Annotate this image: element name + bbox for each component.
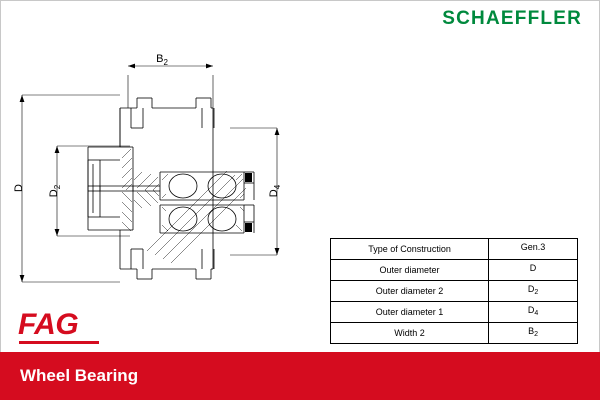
dimension-label-d4: $D_4$ [268,184,282,198]
spec-value: $D_2$ [489,281,578,302]
table-row [331,302,578,323]
bearing-technical-drawing [0,40,330,330]
table-row [331,260,578,281]
dimension-label-d2: $D_2$ [48,184,62,198]
schaeffler-logo: SCHAEFFLER [442,8,582,29]
dimension-label-b2: $B_2$ [156,53,168,67]
spec-label: Type of Construction [331,239,489,260]
spec-value: $B_2$ [489,323,578,344]
spec-value: Gen.3 [489,239,578,260]
spec-label: Outer diameter [331,260,489,281]
spec-label: Outer diameter 2 [331,281,489,302]
spec-value: $D_4$ [489,302,578,323]
spec-label: Width 2 [331,323,489,344]
fag-logo [18,310,102,344]
fag-logo-underline [19,341,99,344]
product-title: Wheel Bearing [20,366,139,385]
table-row [331,323,578,344]
dimension-label-d: D [13,184,25,192]
spec-label: Outer diameter 1 [331,302,489,323]
table-row [331,281,578,302]
table-row [331,239,578,260]
spec-value: D [489,260,578,281]
fag-logo-text: FAG [18,308,79,341]
footer-bar [0,355,600,400]
specification-table [330,238,578,344]
